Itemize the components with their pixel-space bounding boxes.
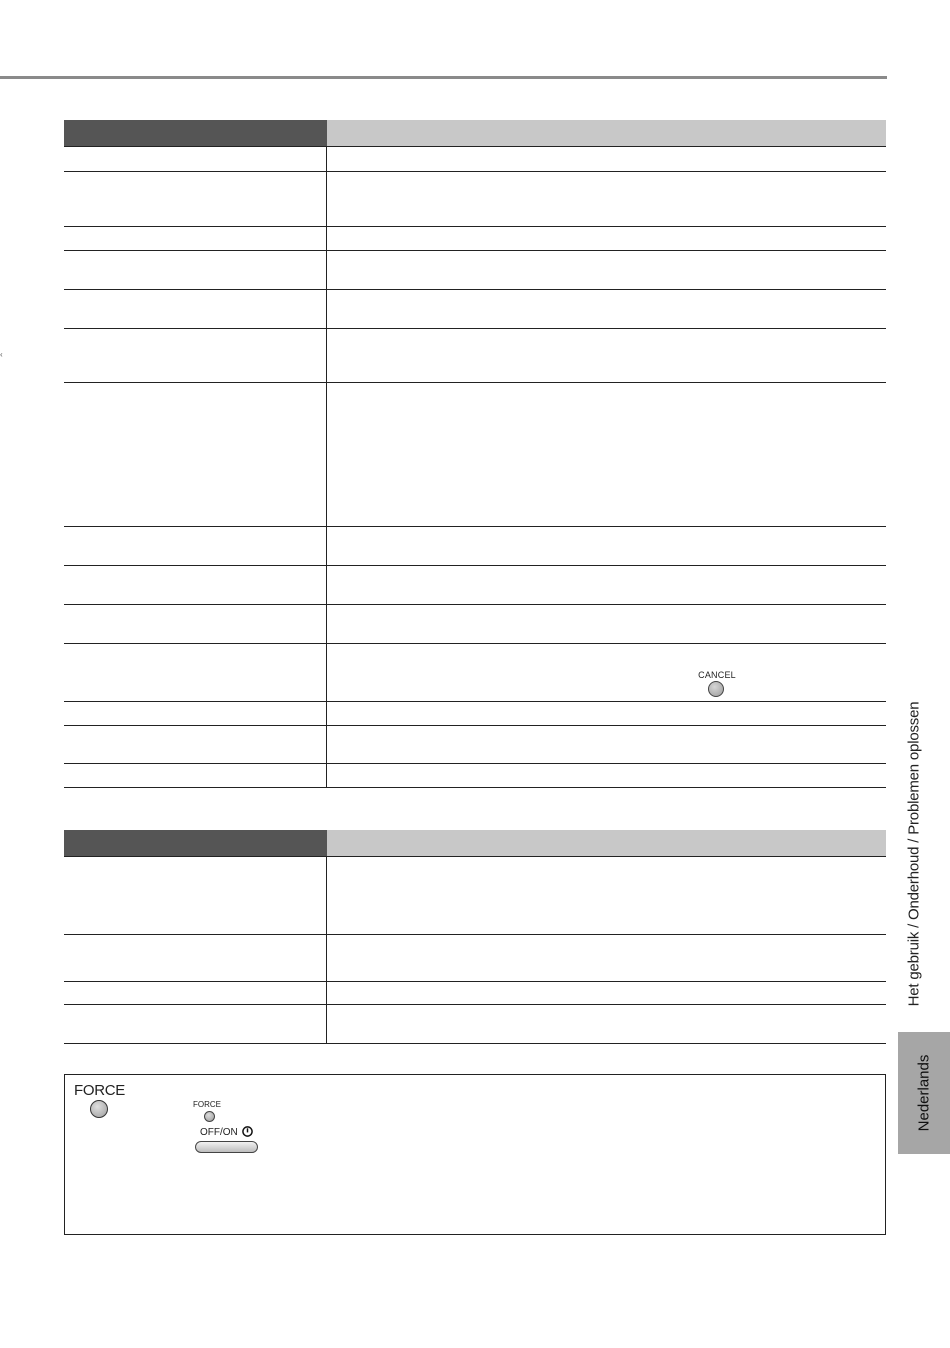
row-cell-right [327,644,886,701]
table-row [64,725,886,763]
table-row [64,1004,886,1043]
row-cell-left [64,644,327,701]
table-row [64,643,886,701]
table-row [64,250,886,289]
row-cell-left [64,982,327,1004]
row-cell-left [64,1005,327,1043]
row-cell-right [327,227,886,250]
force-label: FORCE [74,1082,126,1099]
offon-label: OFF/ON [200,1127,238,1138]
row-cell-left [64,764,327,787]
row-cell-left [64,857,327,934]
troubleshooting-table-1 [64,120,886,788]
row-cell-right [327,329,886,382]
row-cell-right [327,982,886,1004]
row-cell-left [64,383,327,526]
table-row [64,701,886,725]
row-cell-left [64,566,327,604]
table-row [64,981,886,1004]
row-cell-right [327,702,886,725]
force-small-label: FORCE [193,1100,221,1109]
cancel-button-illustration [692,670,742,702]
table-row [64,328,886,382]
power-icon [242,1126,253,1137]
row-cell-left [64,172,327,226]
header-cell-problem [64,830,327,856]
table-header [64,830,886,856]
header-cell-cause [327,830,886,856]
row-cell-right [327,605,886,643]
row-cell-right [327,147,886,171]
troubleshooting-table-2 [64,830,886,1044]
row-cell-left [64,147,327,171]
row-cell-left [64,527,327,565]
table-row [64,382,886,526]
force-button-icon [90,1100,108,1118]
force-info-box [64,1074,886,1235]
cancel-button-icon [708,681,724,697]
row-cell-right [327,764,886,787]
table-row [64,856,886,934]
edge-mark: ‹ [0,350,3,359]
table-row [64,146,886,171]
row-cell-left [64,227,327,250]
offon-switch-illustration [195,1141,258,1153]
row-cell-right [327,172,886,226]
row-cell-left [64,251,327,289]
table-row [64,763,886,787]
table-row [64,604,886,643]
row-cell-right [327,726,886,763]
row-cell-left [64,290,327,328]
table-row [64,171,886,226]
row-cell-right [327,383,886,526]
row-cell-right [327,1005,886,1043]
row-cell-left [64,702,327,725]
section-side-title-text: Het gebruik / Onderhoud / Problemen oplossen [905,701,923,1007]
row-cell-right [327,290,886,328]
top-divider [0,76,887,79]
row-cell-left [64,935,327,981]
row-cell-right [327,566,886,604]
cancel-label: CANCEL [698,670,736,680]
language-tab [898,1032,950,1154]
table-row [64,526,886,565]
row-cell-left [64,726,327,763]
header-cell-cause [327,120,886,146]
header-cell-problem [64,120,327,146]
row-cell-left [64,605,327,643]
table-row [64,934,886,981]
row-cell-left [64,329,327,382]
table-row [64,289,886,328]
section-side-title [904,700,924,1008]
table-row [64,226,886,250]
row-cell-right [327,527,886,565]
row-cell-right [327,251,886,289]
table-row [64,565,886,604]
row-cell-right [327,857,886,934]
force-small-button-icon [204,1111,215,1122]
row-cell-right [327,935,886,981]
table-header [64,120,886,146]
language-tab-label: Nederlands [915,1054,933,1132]
